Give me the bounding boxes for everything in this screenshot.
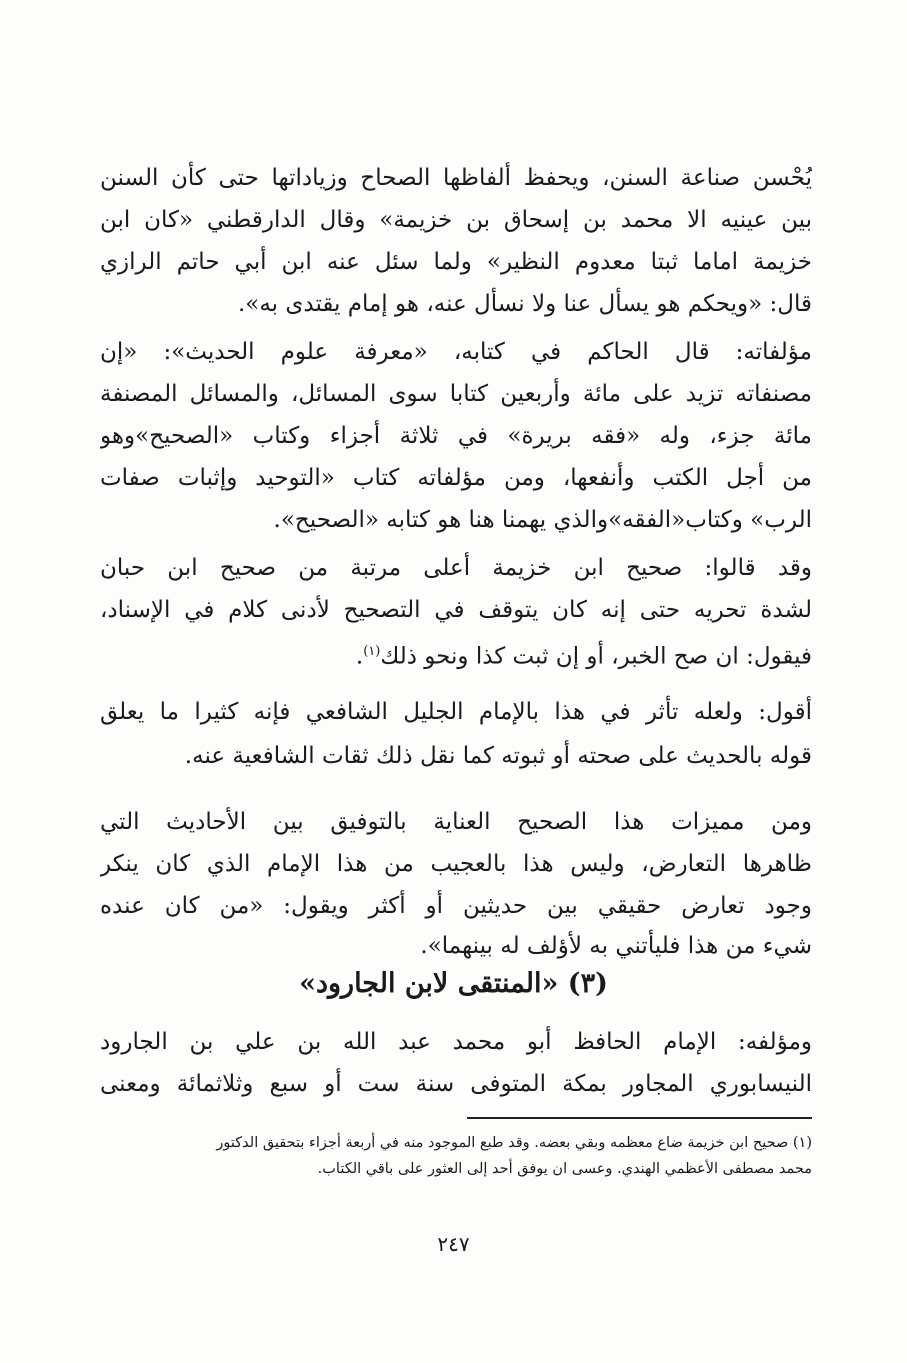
body-line: ومن مميزات هذا الصحيح العناية بالتوفيق بين الأحاديث التي	[100, 809, 812, 835]
body-line: خزيمة اماما ثبتا معدوم النظير» ولما سئل عنه ابن أبي حاتم الرازي	[100, 249, 812, 275]
body-line: ومؤلفه: الإمام الحافظ أبو محمد عبد الله بن علي بن الجارود	[100, 1029, 812, 1055]
body-line: قوله بالحديث على صحته أو ثبوته كما نقل ذلك ثقات الشافعية عنه.	[184, 743, 812, 769]
body-line: مؤلفاته: قال الحاكم في كتابه، «معرفة علوم الحديث»: «إن	[100, 339, 812, 365]
body-line: يُحْسن صناعة السنن، ويحفظ ألفاظها الصحاح وزياداتها حتى كأن السنن	[100, 165, 812, 191]
page-number: ٢٤٧	[437, 1232, 470, 1256]
footnote-marker: (١)	[363, 644, 381, 659]
body-line: قال: «ويحكم هو يسأل عنا ولا نسأل عنه، هو إمام يقتدى به».	[237, 291, 812, 317]
body-line: وقد قالوا: صحيح ابن خزيمة أعلى مرتبة من صحيح ابن حبان	[100, 555, 812, 581]
body-line: لشدة تحريه حتى إنه كان يتوقف في التصحيح لأدنى كلام في الإسناد،	[100, 597, 812, 623]
body-line: ظاهرها التعارض، وليس هذا بالعجيب من هذا الإمام الذي كان ينكر	[100, 851, 812, 877]
footnote-line: (١) صحيح ابن خزيمة ضاع معظمه وبقي بعضه. وقد طبع الموجود منه في أربعة أجزاء بتحقيق الدكتور	[216, 1135, 812, 1151]
footnote-separator	[467, 1117, 812, 1119]
footnote-line: محمد مصطفى الأعظمي الهندي. وعسى ان يوفق أحد إلى العثور على باقي الكتاب.	[317, 1161, 812, 1177]
body-line: الرب» وكتاب«الفقه»والذي يهمنا هنا هو كتابه «الصحيح».	[273, 507, 812, 533]
body-line: مائة جزء، وله «فقه بريرة» في ثلاثة أجزاء وكتاب «الصحيح»وهو	[100, 423, 812, 449]
body-line-text: فيقول: ان صح الخبر، أو إن ثبت كذا ونحو ذلك	[380, 643, 812, 670]
body-line: شيء من هذا فليأتني به لأؤلف له بينهما».	[420, 933, 812, 959]
body-line: وجود تعارض حقيقي بين حديثين أو أكثر ويقول: «من كان عنده	[100, 893, 812, 919]
section-heading: (٣) «المنتقى لابن الجارود»	[299, 968, 608, 999]
body-line-with-footnote: فيقول: ان صح الخبر، أو إن ثبت كذا ونحو ذلك$^{(١)}$.	[355, 643, 812, 670]
body-line: من أجل الكتب وأنفعها، ومن مؤلفاته كتاب «التوحيد وإثبات صفات	[100, 465, 812, 491]
body-line: النيسابوري المجاور بمكة المتوفى سنة ست أو سبع وثلاثمائة ومعنى	[100, 1071, 812, 1097]
body-line: أقول: ولعله تأثر في هذا بالإمام الجليل الشافعي فإنه كثيرا ما يعلق	[100, 699, 812, 725]
body-line: بين عينيه الا محمد بن إسحاق بن خزيمة» وقال الدارقطني «كان ابن	[100, 207, 812, 233]
body-line: مصنفاته تزيد على مائة وأربعين كتابا سوى المسائل، والمسائل المصنفة	[100, 381, 812, 407]
